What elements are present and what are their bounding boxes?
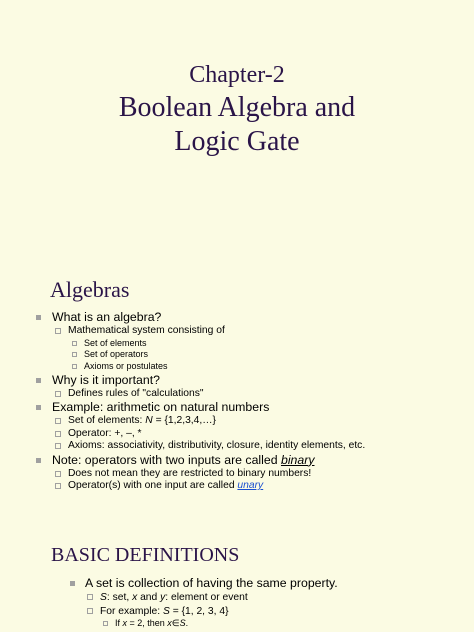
- list-item: Set of elements: N = {1,2,3,4,…}: [0, 415, 474, 428]
- list-item: Does not mean they are restricted to binary numbers!: [0, 468, 474, 481]
- square-bullet-icon: [36, 378, 41, 383]
- title-block: [0, 60, 474, 158]
- list-item: Set of operators: [0, 349, 474, 361]
- list-item: Mathematical system consisting of: [0, 325, 474, 338]
- list-item: What is an algebra?: [0, 310, 474, 325]
- list-item: Set of elements: [0, 338, 474, 350]
- title-line-1: Boolean Algebra and: [118, 92, 356, 123]
- hollow-square-bullet-icon: [55, 431, 61, 437]
- chapter-label: Chapter-2: [189, 62, 285, 88]
- unary-link[interactable]: unary: [237, 480, 264, 492]
- algebras-list: [0, 310, 474, 493]
- title-line-2: Logic Gate: [174, 126, 300, 157]
- list-item: A set is collection of having the same property.: [0, 576, 474, 591]
- hollow-square-bullet-icon: [87, 608, 93, 614]
- hollow-square-bullet-icon: [55, 483, 61, 489]
- algebras-section: [0, 277, 474, 493]
- list-item: If x = 2, then x∈S.: [0, 618, 474, 630]
- hollow-square-bullet-icon: [72, 352, 77, 357]
- list-item: S: set, x and y: element or event: [0, 591, 474, 605]
- hollow-square-bullet-icon: [55, 471, 61, 477]
- list-item: For example: S = {1, 2, 3, 4}: [0, 605, 474, 619]
- hollow-square-bullet-icon: [55, 391, 61, 397]
- hollow-square-bullet-icon: [55, 443, 61, 449]
- list-item: Defines rules of "calculations": [0, 388, 474, 401]
- hollow-square-bullet-icon: [72, 364, 77, 369]
- list-item: Axioms: associativity, distributivity, closure, identity elements, etc.: [0, 440, 474, 453]
- list-item: Note: operators with two inputs are called binary: [0, 453, 474, 468]
- square-bullet-icon: [36, 315, 41, 320]
- list-item: Axioms or postulates: [0, 361, 474, 373]
- hollow-square-bullet-icon: [103, 621, 108, 626]
- list-item: Operator(s) with one input are called unary: [0, 480, 474, 493]
- algebras-heading: Algebras: [50, 277, 130, 302]
- list-item: Why is it important?: [0, 373, 474, 388]
- list-item: Operator: +, –, *: [0, 428, 474, 441]
- hollow-square-bullet-icon: [55, 418, 61, 424]
- hollow-square-bullet-icon: [55, 328, 61, 334]
- square-bullet-icon: [36, 458, 41, 463]
- basic-definitions-heading: BASIC DEFINITIONS: [51, 544, 240, 566]
- hollow-square-bullet-icon: [72, 341, 77, 346]
- hollow-square-bullet-icon: [87, 594, 93, 600]
- basic-definitions-section: [0, 543, 474, 630]
- list-item: Example: arithmetic on natural numbers: [0, 400, 474, 415]
- basic-definitions-list: [0, 576, 474, 630]
- square-bullet-icon: [36, 405, 41, 410]
- square-bullet-icon: [70, 581, 75, 586]
